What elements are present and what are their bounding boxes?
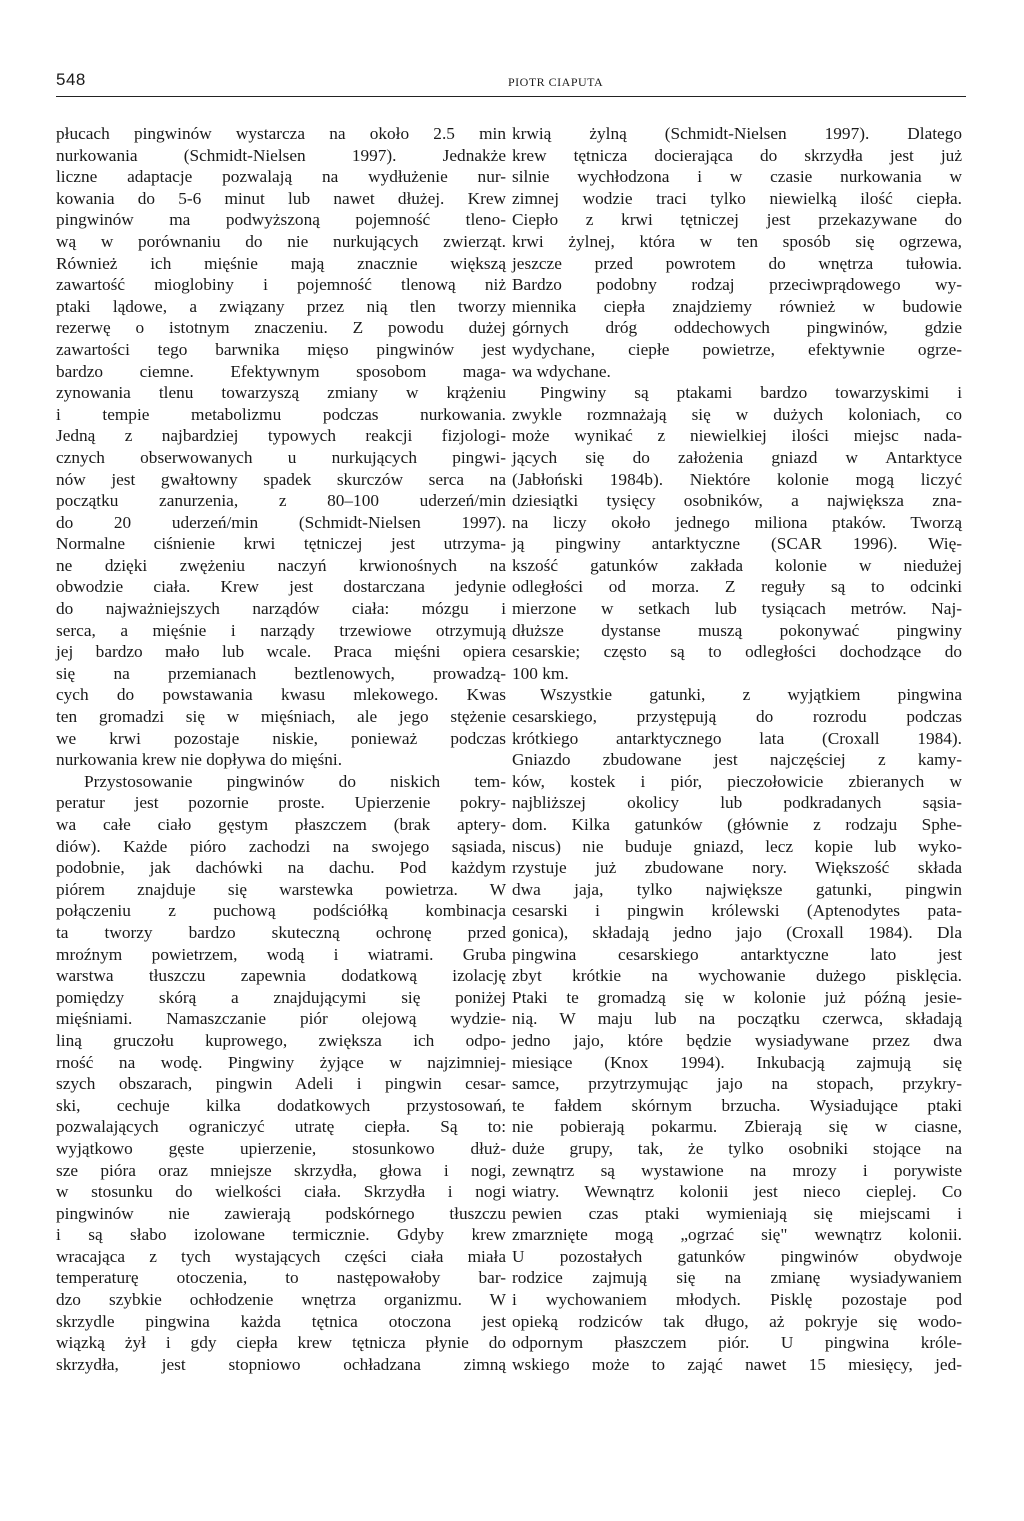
text-line: wskiego może to zająć nawet 15 miesięcy, jed- [512, 1354, 962, 1374]
text-line: początku zanurzenia, z 80–100 uderzeń/min [56, 491, 506, 511]
text-line: nurkowania krew nie dopływa do mięśni. [56, 750, 343, 770]
text-line: cesarskie; często są to odległości dochodzące do [512, 642, 962, 662]
text-line: sze pióra oraz mniejsze skrzydła, głowa i nogi, [56, 1160, 506, 1180]
text-line: temperaturę otoczenia, to następowałoby bar- [56, 1268, 506, 1288]
text-line: wyjątkowo gęste upierzenie, stosunkowo dłuż- [56, 1138, 506, 1158]
text-line: zawartość mioglobiny i pojemność tlenową niż [56, 275, 506, 295]
text-line: nie pobierają pokarmu. Zbierają się w ciasne, [512, 1117, 962, 1137]
text-line: zawartości tego barwnika mięso pingwinów jest [56, 339, 506, 359]
text-line: kszość gatunków zakłada kolonie w niedużej [512, 555, 962, 575]
text-line: cych do powstawania kwasu mlekowego. Kwas [56, 685, 506, 705]
text-line: pingwinów nie zawierają podskórnego tłuszczu [56, 1203, 506, 1223]
text-line: wiązką żył i gdy ciepła krew tętnicza płynie do [56, 1333, 506, 1353]
text-line: rzystuje już zbudowane nory. Większość składa [512, 858, 962, 878]
text-line: opieką rodziców tak długo, aż pokryje się wodo- [512, 1311, 962, 1331]
text-line: i wychowaniem młodych. Pisklę pozostaje pod [512, 1290, 962, 1310]
text-line: skrzydła, jest stopniowo ochładzana zimną [56, 1354, 506, 1374]
text-line: jeszcze przed powrotem do wnętrza tułowia. [512, 253, 962, 273]
text-line: cznych obserwowanych u nurkujących pingwi- [56, 447, 506, 467]
text-line: te fałdem skórnym brzucha. Wysiadujące ptaki [512, 1095, 962, 1115]
text-line: w stosunku do wielkości ciała. Skrzydła i nogi [56, 1182, 506, 1202]
text-line: Również ich mięśnie mają znacznie większą [56, 253, 506, 273]
text-line: 100 km. [512, 663, 569, 683]
text-line: Normalne ciśnienie krwi tętniczej jest utrzyma- [56, 534, 506, 554]
text-line: miesiące (Knox 1994). Inkubacją zajmują się [512, 1052, 962, 1072]
text-line: krwią żylną (Schmidt-Nielsen 1997). Dlatego [512, 124, 962, 143]
text-line: cesarski i pingwin królewski (Aptenodytes pata- [512, 901, 962, 921]
text-line: płucach pingwinów wystarcza na około 2.5 min [56, 124, 506, 143]
text-line: skrzydle pingwina każda tętnica otoczona jest [56, 1311, 506, 1331]
text-line: piórem znajduje się warstewka powietrza. W [56, 879, 506, 899]
text-line: warstwa tłuszczu zapewnia dodatkową izolację [56, 966, 506, 986]
text-line: krwi żylnej, która w ten sposób się ogrzewa, [512, 231, 962, 251]
text-line: dwa jaja, tylko największe gatunki, pingwin [512, 879, 962, 899]
text-line: krew tętnicza docierająca do skrzydła jest już [512, 145, 962, 165]
text-line: pewien czas ptaki wymieniają się miejscami i [512, 1203, 962, 1223]
text-line: zmarznięte mogą „ogrzać się" wewnątrz kolonii. [512, 1225, 962, 1245]
text-line: Wszystkie gatunki, z wyjątkiem pingwina [540, 685, 962, 705]
text-line: ten gromadzi się w mięśniach, ale jego stężenie [56, 707, 506, 727]
text-line: rezerwę o istotnym znaczeniu. Z powodu dużej [56, 318, 506, 338]
text-line: miennika ciepła znajdziemy również w budowie [512, 296, 962, 316]
text-line: i tempie metabolizmu podczas nurkowania. [56, 404, 506, 424]
text-line: rodzice zajmują się na zmianę wysiadywaniem [512, 1268, 962, 1288]
text-line: szych obszarach, pingwin Adeli i pingwin cesar- [56, 1074, 506, 1094]
right-text-column [512, 123, 962, 1375]
text-line: wiatry. Wewnątrz kolonii jest nieco cieplej. Co [512, 1182, 962, 1202]
text-line: Ptaki te gromadzą się w kolonie już późną jesie- [512, 987, 962, 1007]
text-line: diów). Każde pióro zachodzi na swojego sąsiada, [56, 836, 506, 856]
text-line: mięśniami. Namaszczanie piór olejową wydzie- [56, 1009, 506, 1029]
text-line: do 20 uderzeń/min (Schmidt-Nielsen 1997). [56, 512, 506, 532]
text-line: liną gruczołu kuprowego, zwiększa ich odpo- [56, 1030, 506, 1050]
text-line: Jedną z najbardziej typowych reakcji fizjologi- [56, 426, 506, 446]
text-line: zimnej wodzie traci tylko niewielką ilość ciepła. [512, 188, 962, 208]
text-line: pomiędzy skórą a znajdującymi się poniżej [56, 987, 506, 1007]
text-line: peratur jest pozornie proste. Upierzenie pokry- [56, 793, 506, 813]
text-line: silnie wychłodzona i w czasie nurkowania w [512, 167, 962, 187]
text-line: Pingwiny są ptakami bardzo towarzyskimi i [540, 383, 962, 403]
text-line: wracająca z tych wystających części ciała miała [56, 1246, 506, 1266]
text-line: górnych dróg oddechowych pingwinów, gdzie [512, 318, 962, 338]
text-line: ptaki lądowe, a związany przez nią tlen tworzy [56, 296, 506, 316]
text-line: liczne adaptacje pozwalają na wydłużenie nur- [56, 167, 506, 187]
text-line: Przystosowanie pingwinów do niskich tem- [84, 771, 506, 791]
text-line: gonica), składają jedno jajo (Croxall 1984). Dla [512, 922, 962, 942]
text-line: podobnie, jak dachówki na dachu. Pod każdym [56, 858, 506, 878]
text-line: zynowania tlenu towarzyszą zmiany w krążeniu [56, 383, 506, 403]
text-line: jących się do założenia gniazd w Antarktyce [512, 447, 962, 467]
text-line: krótkiego antarktycznego lata (Croxall 1984). [512, 728, 962, 748]
text-line: rność na wodę. Pingwiny żyjące w najzimniej- [56, 1052, 506, 1072]
text-line: pozwalających ograniczyć utratę ciepła. Są to: [56, 1117, 506, 1137]
text-line: obwodzie ciała. Krew jest dostarczana jedynie [56, 577, 506, 597]
text-line: we krwi pozostaje niskie, ponieważ podczas [56, 728, 506, 748]
text-line: ne dzięki zwężeniu naczyń krwionośnych na [56, 555, 506, 575]
text-line: nią. W maju lub na początku czerwca, składają [512, 1009, 962, 1029]
text-line: jej bardzo mało lub wcale. Praca mięśni opiera [56, 642, 506, 662]
text-line: samce, przytrzymując jajo na stopach, przykry- [512, 1074, 962, 1094]
text-line: mierzone w setkach lub tysiącach metrów. Naj- [512, 599, 962, 619]
page-number: 548 [56, 70, 86, 89]
text-line: ków, kostek i piór, pieczołowicie zbieranych w [512, 771, 962, 791]
text-line: się na przemianach beztlenowych, prowadzą- [56, 663, 506, 683]
text-line: (Jabłoński 1984b). Niektóre kolonie mogą liczyć [512, 469, 962, 489]
text-line: do najważniejszych narządów ciała: mózgu i [56, 599, 506, 619]
text-line: nurkowania (Schmidt-Nielsen 1997). Jednakże [56, 145, 506, 165]
text-line: wą w porównaniu do nie nurkujących zwierząt. [56, 231, 506, 251]
text-line: i są słabo izolowane termicznie. Gdyby krew [56, 1225, 506, 1245]
text-line: ski, cechuje kilka dodatkowych przystosowań, [56, 1095, 506, 1115]
text-line: U pozostałych gatunków pingwinów obydwoje [512, 1246, 962, 1266]
text-line: niscus) nie buduje gniazd, lecz kopie lub wyko- [512, 836, 962, 856]
text-line: nów jest gwałtowny spadek skurczów serca na [56, 469, 506, 489]
text-line: kowania do 5-6 minut lub nawet dłużej. Krew [56, 188, 506, 208]
text-line: pingwinów ma podwyższoną pojemność tleno- [56, 210, 506, 230]
text-line: Bardzo podobny rodzaj przeciwprądowego wy- [512, 275, 962, 295]
text-line: odpornym płaszczem piór. U pingwina króle- [512, 1333, 962, 1353]
text-line: Gniazdo zbudowane jest najczęściej z kamy- [512, 750, 962, 770]
text-line: wa wdychane. [512, 361, 611, 381]
text-line: dom. Kilka gatunków (głównie z rodzaju Sphe- [512, 815, 962, 834]
text-line: na liczy około jednego miliona ptaków. Tworzą [512, 512, 962, 532]
text-line: zewnątrz są wystawione na mrozy i porywiste [512, 1160, 962, 1180]
text-line: dzo szybkie ochłodzenie wnętrza organizmu. W [56, 1290, 506, 1310]
text-line: wa całe ciało gęstym płaszczem (brak aptery- [56, 815, 506, 834]
text-line: ta tworzy bardzo skuteczną ochronę przed [56, 922, 506, 942]
text-line: wydychane, ciepłe powietrze, efektywnie ogrze- [512, 339, 962, 359]
text-line: może wynikać z niewielkiej ilości miejsc nada- [512, 426, 962, 446]
text-line: połączeniu z puchową podściółką kombinacja [56, 901, 506, 921]
text-line: dziesiątki tysięcy osobników, a największa zna- [512, 491, 962, 511]
text-line: pingwina cesarskiego antarktyczne lato jest [512, 944, 962, 964]
page-header [56, 70, 966, 97]
text-line: odległości od morza. Z reguły są to odcinki [512, 577, 962, 597]
text-line: cesarskiego, przystępują do rozrodu podczas [512, 707, 962, 727]
text-line: Ciepło z krwi tętniczej jest przekazywane do [512, 210, 962, 230]
text-line: ją pingwiny antarktyczne (SCAR 1996). Wię- [512, 534, 962, 554]
left-text-column [56, 123, 506, 1375]
running-head: PIOTR CIAPUTA [508, 75, 604, 89]
text-line: dłuższe dystanse muszą pokonywać pingwiny [512, 620, 962, 640]
text-line: mroźnym powietrzem, wodą i wiatrami. Gruba [56, 944, 506, 964]
text-line: duże grupy, tak, że tylko osobniki stojące na [512, 1138, 962, 1158]
text-line: najbliższej okolicy lub podkradanych sąsia- [512, 793, 962, 813]
text-line: bardzo ciemne. Efektywnym sposobom maga- [56, 361, 506, 381]
text-line: zwykle rozmnażają się w dużych koloniach, co [512, 404, 962, 424]
text-line: zbyt krótkie na wychowanie dużego pisklęcia. [512, 966, 962, 986]
text-line: serca, a mięśnie i narządy trzewiowe otrzymują [56, 620, 506, 640]
text-line: jedno jajo, które będzie wysiadywane przez dwa [512, 1030, 962, 1050]
